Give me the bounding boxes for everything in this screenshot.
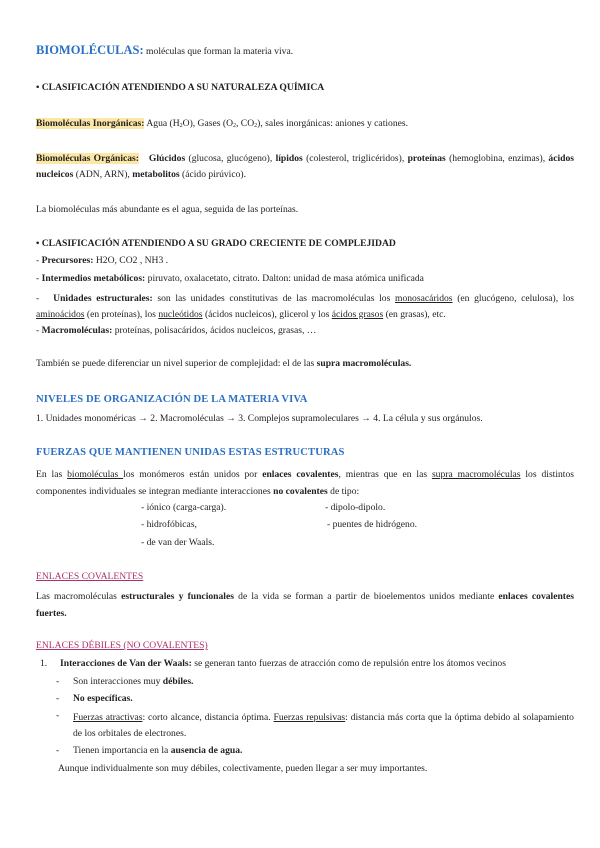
organic-t2: (colesterol, triglicéridos), [302, 153, 408, 164]
forces-b2: no covalentes [273, 486, 328, 497]
inorganic-text-1: Agua (H [144, 118, 180, 129]
inorganic-sub-1: 2 [179, 123, 183, 129]
inorganic-text-2: O), Gases (O [182, 118, 233, 129]
units-u3: nucleótidos [158, 309, 203, 320]
covalent-b2: enlaces covalentes fuertes. [36, 591, 574, 619]
organic-label: Biomoléculas Orgánicas: [36, 153, 139, 164]
bullet-dash-2: - [56, 693, 60, 704]
units-t4: (ácidos nucleicos), glicerol y los [202, 309, 332, 320]
inorganic-label: Biomoléculas Inorgánicas: [36, 118, 145, 129]
bullet-dash-1: - [56, 676, 60, 687]
precursors-text: H2O, CO2 , NH3 . [93, 255, 169, 266]
weak-item-number: 1. [40, 658, 48, 669]
bullet-weak-3-u1: Fuerzas atractivas [73, 712, 143, 723]
forces-u2: supra macromoléculas [431, 469, 521, 480]
units-u1: monosacáridos [394, 293, 453, 304]
units-u4: ácidos grasos [331, 309, 384, 320]
weak-item-line [60, 658, 506, 670]
organic-b4: ácidos nucleicos [36, 153, 575, 180]
supra-text: También se puede diferenciar un nivel superior de complejidad: el de las [36, 358, 317, 369]
weak-note: Aunque individualmente son muy débiles, colectivamente, pueden llegar a ser muy importantes. [58, 763, 428, 774]
covalent-t2: de la vida se forman a partir de bioelementos unidos mediante [233, 591, 499, 602]
units-label: Unidades estructurales: [53, 293, 153, 304]
intermediates-text: piruvato, oxalacetato, citrato. Dalton: unidad de masa atómica unificada [145, 273, 424, 284]
units-t3: (en proteínas), los [84, 309, 159, 320]
bullet-weak-4-text: Tienen importancia en la [73, 745, 171, 756]
forces-paragraph [36, 466, 574, 500]
organic-t1: (glucosa, glucógeno), [185, 153, 276, 164]
organic-paragraph [36, 151, 574, 183]
supra-line [36, 358, 411, 370]
bullet-dash-4: - [56, 745, 60, 756]
bullet-dash-3: - [56, 710, 60, 721]
forces-heading: FUERZAS QUE MANTIENEN UNIDAS ESTAS ESTRUCTURAS [36, 447, 345, 458]
type-ionic: - iónico (carga-carga). [141, 502, 227, 513]
section-complexity-heading: • CLASIFICACIÓN ATENDIENDO A SU GRADO CRECIENTE DE COMPLEJIDAD [36, 238, 396, 249]
forces-t1: En las [36, 469, 68, 480]
forces-t4: los distintos componentes individuales se integran mediante interacciones [36, 469, 574, 497]
bullet-weak-2 [73, 693, 133, 705]
bullet-weak-3-t1: : corto alcance, distancia óptima. [142, 712, 274, 723]
forces-b1: enlaces covalentes [262, 469, 339, 480]
bullet-weak-2-bold: No específicas. [73, 693, 133, 704]
forces-u1: biomoléculas [67, 469, 124, 480]
intermediates-label: Intermedios metabólicos: [41, 273, 146, 284]
title-line [36, 44, 293, 58]
organic-b1: Glúcidos [148, 153, 186, 164]
inorganic-text-3: , CO [236, 118, 255, 129]
type-vdw: - de van der Waals. [141, 537, 215, 548]
bullet-weak-3 [73, 710, 574, 742]
macromolecules-text: proteínas, polisacáridos, ácidos nucleicos, grasas, … [112, 325, 317, 336]
levels-heading: NIVELES DE ORGANIZACIÓN DE LA MATERIA VIVA [36, 394, 308, 405]
units-t1: son las unidades constitutivas de las macromoléculas los [152, 293, 395, 304]
organic-t4: (ADN, ARN), [73, 169, 133, 180]
units-t5: (en grasas), etc. [383, 309, 446, 320]
type-dipole: - dipolo-dipolo. [325, 502, 386, 513]
units-t2: (en glucógeno, celulosa), los [452, 293, 575, 304]
inorganic-sub-2: 2 [233, 123, 236, 129]
units-paragraph: - Unidades estructurales: son las unidades constitutivas de las macromoléculas los monosacáridos (en glucógeno, celulosa), los aminoácidos (en proteínas), los nucleótidos (ácidos nucleicos), glicerol y los ácidos grasos (en grasas), etc. [36, 293, 575, 320]
covalent-b1: estructurales y funcionales [121, 591, 234, 602]
levels-text: 1. Unidades monoméricas → 2. Macromoléculas → 3. Complejos supramoleculares → 4. La célula y sus orgánulos. [36, 413, 483, 424]
intermediates-line: - Intermedios metabólicos: piruvato, oxalacetato, citrato. Dalton: unidad de masa atómica unificada [36, 273, 424, 284]
inorganic-line [36, 118, 408, 132]
precursors-label: Precursores: [41, 255, 94, 266]
macromolecules-line: - Macromoléculas: proteínas, polisacáridos, ácidos nucleicos, grasas, … [36, 325, 317, 336]
title-rest: moléculas que forman la materia viva. [143, 46, 294, 57]
macromolecules-label: Macromoléculas: [41, 325, 113, 336]
type-hydrophobic: - hidrofóbicas, [141, 519, 197, 530]
units-u2: aminoácidos [36, 309, 85, 320]
abundant-line: La biomoléculas más abundante es el agua, seguida de las porteínas. [36, 204, 299, 215]
covalent-heading: ENLACES COVALENTES [36, 571, 144, 582]
inorganic-text-4: ), sales inorgánicas: aniones y cationes. [257, 118, 409, 129]
type-hbond: - puentes de hidrógeno. [327, 519, 418, 530]
weak-item-label: Interacciones de Van der Waals: [60, 658, 192, 669]
forces-t3: , mientras que en las [338, 469, 432, 480]
precursors-line: - Precursores: H2O, CO2 , NH3 . [36, 255, 169, 266]
bullet-weak-4-bold: ausencia de agua. [170, 745, 243, 756]
weak-item-text: se generan tanto fuerzas de atracción como de repulsión entre los átomos vecinos [191, 658, 506, 669]
covalent-paragraph [36, 588, 574, 622]
organic-t3: (hemoglobina, enzimas), [445, 153, 549, 164]
forces-t2: los monómeros están unidos por [123, 469, 263, 480]
forces-t5: de tipo: [327, 486, 360, 497]
covalent-t1: Las macromoléculas [36, 591, 122, 602]
title-word: BIOMOLÉCULAS: [36, 43, 144, 57]
inorganic-sub-3: 2 [254, 123, 258, 129]
bullet-weak-1-text: Son interacciones muy [73, 676, 163, 687]
section-chemical-heading: • CLASIFICACIÓN ATENDIENDO A SU NATURALEZA QUÍMICA [36, 82, 325, 93]
bullet-weak-1-bold: débiles. [162, 676, 194, 687]
organic-b3: proteínas [407, 153, 446, 164]
weak-heading: ENLACES DÉBILES (NO COVALENTES) [36, 640, 208, 651]
bullet-weak-3-u2: Fuerzas repulsivas [273, 712, 346, 723]
bullet-weak-3-t2: : distancia más corta que la óptima debido al solapamiento de los orbitales de electrones. [73, 712, 574, 739]
organic-b2: lípidos [275, 153, 303, 164]
supra-bold: supra macromoléculas. [316, 358, 412, 369]
organic-b5: metabolitos [132, 169, 180, 180]
bullet-weak-4 [73, 745, 242, 757]
organic-t5: (ácido pirúvico). [179, 169, 246, 180]
bullet-weak-1 [73, 676, 193, 688]
